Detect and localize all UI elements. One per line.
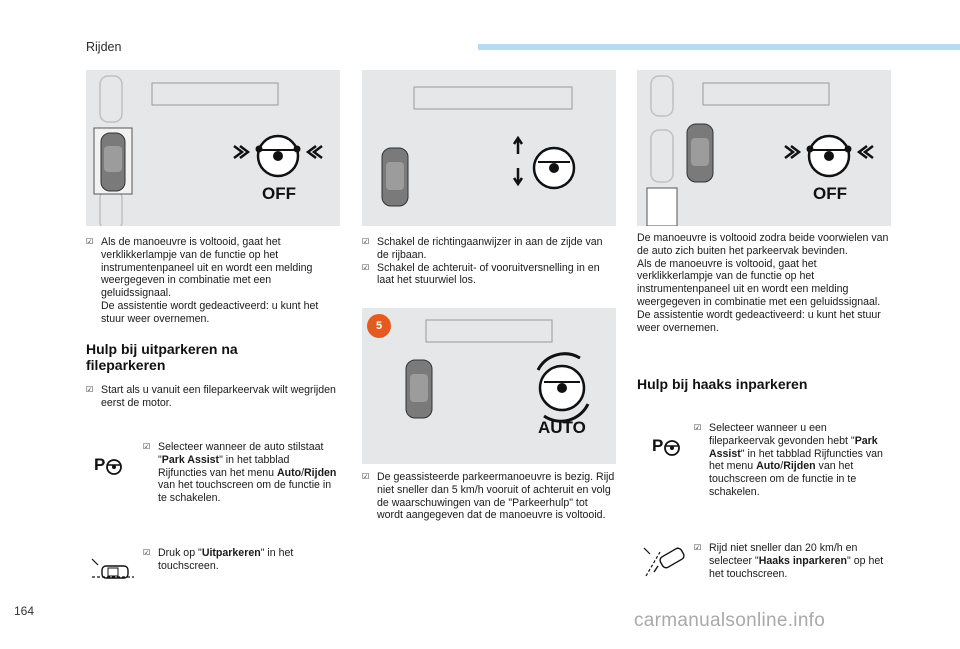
col3-select-slash: / <box>780 460 784 473</box>
col1-para2 <box>86 384 340 410</box>
haaks-inparkeren-icon <box>640 542 692 578</box>
col1-druk-pre: Druk op " <box>158 547 202 559</box>
col2-bullet3-text: De geassisteerde parkeermanoeuvre is bezig. Rijd niet sneller dan 5 km/h vooruit of achteruit en volg de waarschuwingen van de "Parkeerhulp" tot wordt aangegeven dat de manoeuvre is voltooid. <box>377 471 615 522</box>
col2-bullet3 <box>362 471 616 522</box>
col3-rijd-post: " op het het touchscreen. <box>709 554 884 580</box>
svg-text:P: P <box>94 455 106 474</box>
col1-druk <box>143 547 339 573</box>
col1-select-post: van het touchscreen om de functie in te schakelen. <box>158 479 332 505</box>
col1-para1-bullet <box>86 236 340 326</box>
col1-para1-a: Als de manoeuvre is voltooid, gaat het verklikkerlampje van de functie op het instrumentenpaneel uit en wordt een melding weergegeven in combinatie met een geluidssignaal. <box>101 236 313 300</box>
col1-para2-text: Start als u vanuit een fileparkeervak wilt wegrijden eerst de motor. <box>101 384 336 409</box>
illustration-richtingaanwijzer <box>362 70 616 226</box>
col3-select-bullet <box>694 422 892 499</box>
col3-select-b1: Park Assist <box>709 434 878 460</box>
off-label: OFF <box>262 184 296 203</box>
col2-bullet1 <box>362 236 616 262</box>
col3-rijd-pre: Rijd niet sneller dan 20 km/h en selecteer " <box>709 542 858 567</box>
col2-bullet1-text: Schakel de richtingaanwijzer in aan de zijde van de rijbaan. <box>377 236 603 261</box>
col1-heading: Hulp bij uitparkeren na fileparkeren <box>86 341 238 373</box>
park-assist-icon <box>92 450 144 486</box>
col3-select-b2: Auto <box>756 460 781 473</box>
col1-select-pre: Selecteer wanneer de auto stilstaat " <box>158 441 324 466</box>
col1-select-mid: " in het tabblad Rijfuncties van het menu <box>158 453 290 479</box>
col2-bullets <box>362 236 616 287</box>
header-bar <box>478 44 960 50</box>
col3-select-post: van het touchscreen om de functie in te schakelen. <box>709 460 857 498</box>
off-label-2: OFF <box>813 184 847 203</box>
col1-para1-b: De assistentie wordt gedeactiveerd: u kunt het stuur weer overnemen. <box>101 299 319 325</box>
col3-heading: Hulp bij haaks inparkeren <box>637 376 808 392</box>
step-badge: 5 <box>367 314 391 338</box>
col1-select-bullet <box>143 441 339 505</box>
col1-select-b1: Park Assist <box>161 453 220 466</box>
col1-select <box>143 441 339 505</box>
col3-select-b3: Rijden <box>783 460 816 473</box>
col3-para1: De manoeuvre is voltooid zodra beide voorwielen van de auto zich buiten het parkeervak bevinden. <box>637 232 889 257</box>
col1-druk-bullet <box>143 547 339 573</box>
col2-bullet3-wrap <box>362 471 616 522</box>
col2-bullet2 <box>362 262 616 288</box>
col3-rijd-bullet <box>694 542 892 580</box>
section-title: Rijden <box>86 40 122 54</box>
col1-druk-b: Uitparkeren <box>201 547 261 559</box>
illustration-uitparkeren-off <box>86 70 340 226</box>
illustration-auto <box>362 308 616 464</box>
col3-select <box>694 422 892 499</box>
col3-para2: Als de manoeuvre is voltooid, gaat het verklikkerlampje van de functie op het instrumentenpaneel uit en wordt een melding weergegeven in combinatie met een geluidssignaal. <box>637 257 881 308</box>
col3-para3: De assistentie wordt gedeactiveerd: u kunt het stuur weer overnemen. <box>637 308 881 334</box>
col2-bullet2-text: Schakel de achteruit- of vooruitversnelling in en laat het stuurwiel los. <box>377 261 600 287</box>
watermark: carmanualsonline.info <box>634 610 826 631</box>
uitparkeren-icon <box>88 553 140 589</box>
page-number: 164 <box>14 604 35 618</box>
col1-druk-post: " in het touchscreen. <box>158 547 294 572</box>
col1-select-slash: / <box>301 466 305 479</box>
illustration-inparkeren-off <box>637 70 891 226</box>
col3-select-mid: " in het tabblad Rijfuncties van het menu <box>709 447 883 473</box>
col3-rijd-b: Haaks inparkeren <box>758 554 848 567</box>
col1-para2-bullet <box>86 384 340 410</box>
auto-label: AUTO <box>538 418 586 437</box>
col3-paras <box>637 232 893 334</box>
col1-select-b2: Auto <box>276 466 302 479</box>
col1-para1 <box>86 236 340 326</box>
col3-rijd <box>694 542 892 580</box>
col3-select-pre: Selecteer wanneer u een fileparkeervak gevonden hebt " <box>709 422 855 447</box>
col1-select-b3: Rijden <box>304 466 337 479</box>
svg-text:P: P <box>652 436 664 455</box>
